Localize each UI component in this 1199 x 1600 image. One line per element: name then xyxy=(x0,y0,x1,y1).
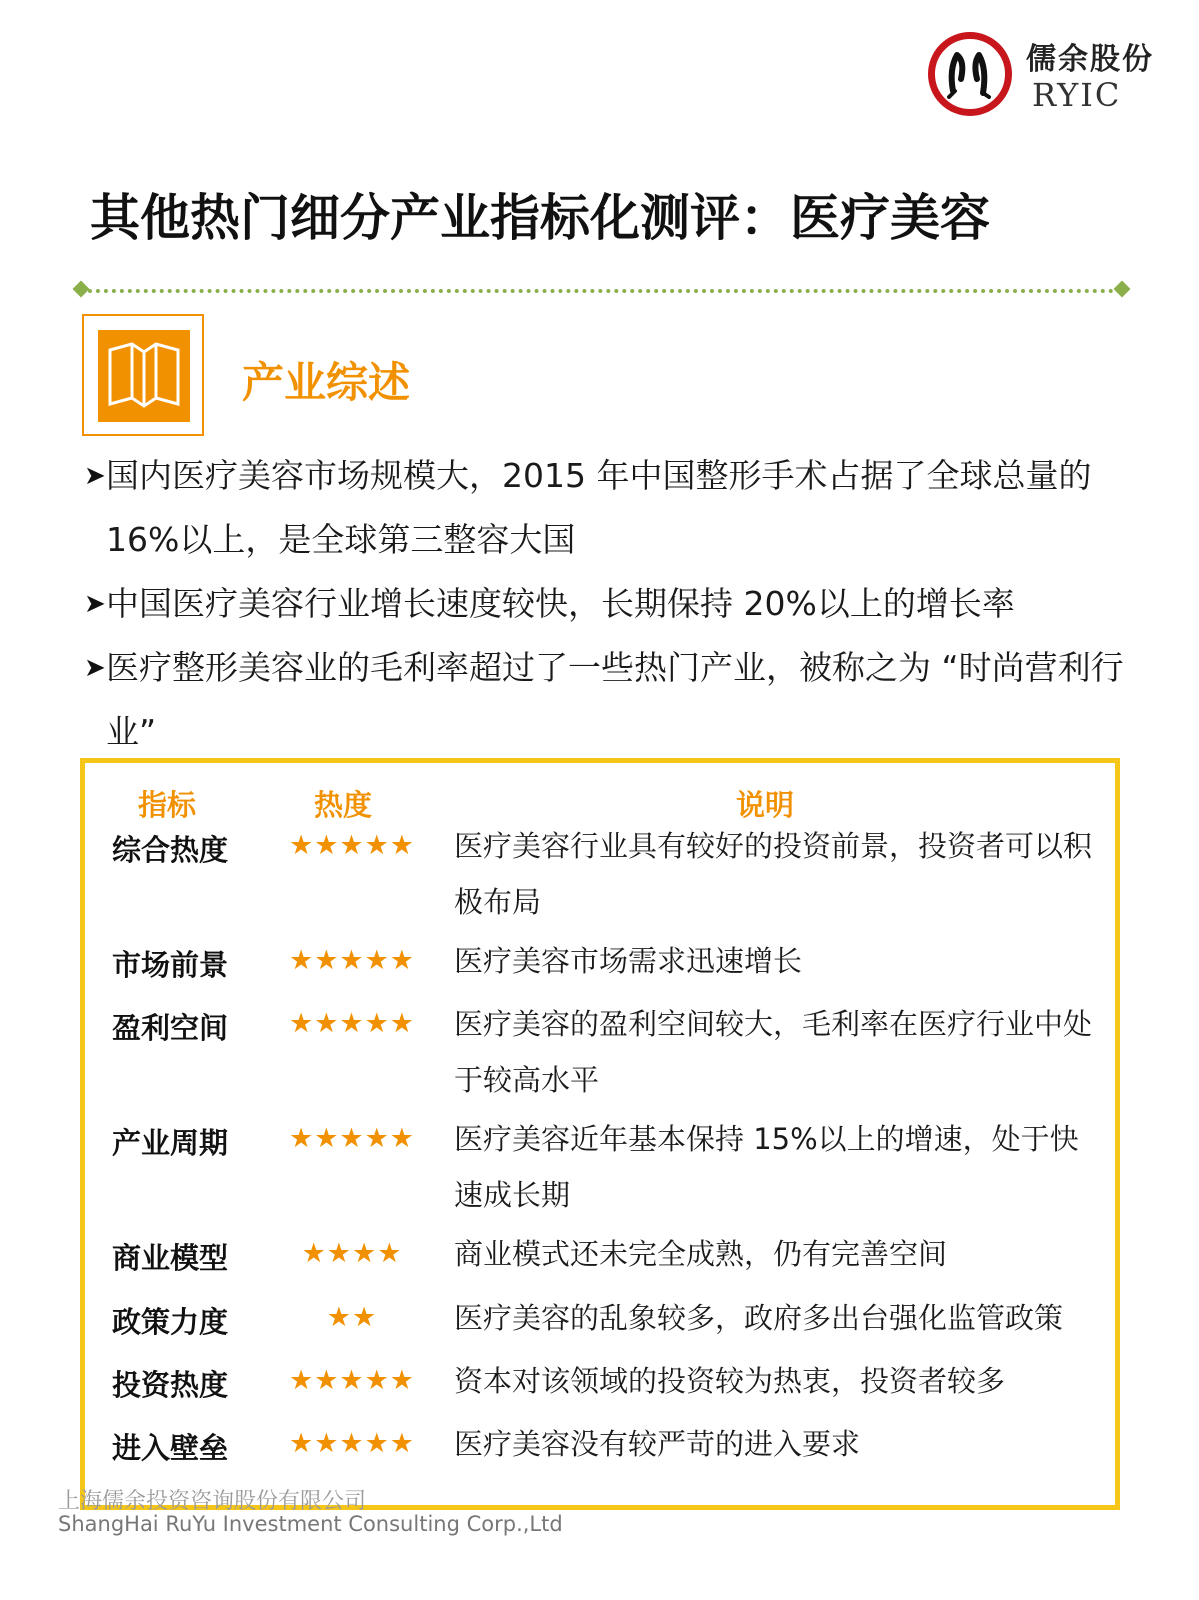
row-description: 医疗美容的盈利空间较大，毛利率在医疗行业中处于较高水平 xyxy=(454,1007,1093,1097)
rating-stars: ★★★★★ xyxy=(288,1428,416,1459)
divider-left-diamond-icon xyxy=(73,281,90,298)
arrow-bullet-icon: ➤ xyxy=(84,461,106,491)
row-indicator: 商业模型 xyxy=(112,1241,229,1275)
rating-stars: ★★★★★ xyxy=(288,830,416,861)
divider-right-diamond-icon xyxy=(1114,281,1131,298)
header-indicator: 指标 xyxy=(138,788,197,822)
list-item: ➤ 医疗整形美容业的毛利率超过了一些热门产业，被称之为 “时尚营利行业” xyxy=(84,636,1124,764)
row-description: 资本对该领域的投资较为热衷，投资者较多 xyxy=(454,1364,1006,1398)
header-description: 说明 xyxy=(736,788,795,822)
company-logo xyxy=(928,28,1168,128)
page-title: 其他热门细分产业指标化测评：医疗美容 xyxy=(90,189,990,247)
row-indicator: 进入壁垒 xyxy=(112,1431,229,1465)
arrow-bullet-icon: ➤ xyxy=(84,589,106,619)
rating-stars: ★★★★ xyxy=(301,1238,403,1269)
footer-company-cn: 上海儒余投资咨询股份有限公司 xyxy=(58,1489,367,1514)
list-item: ➤ 中国医疗美容行业增长速度较快，长期保持 20%以上的增长率 xyxy=(84,572,1124,636)
row-description: 医疗美容市场需求迅速增长 xyxy=(454,944,803,978)
row-description: 商业模式还未完全成熟，仍有完善空间 xyxy=(454,1237,948,1271)
row-indicator: 盈利空间 xyxy=(112,1011,229,1045)
book-icon xyxy=(98,330,190,422)
rating-stars: ★★★★★ xyxy=(288,945,416,976)
rating-stars: ★★★★★ xyxy=(288,1365,416,1396)
row-description: 医疗美容行业具有较好的投资前景，投资者可以积极布局 xyxy=(454,829,1093,919)
rating-stars: ★★ xyxy=(326,1302,378,1333)
dotted-divider xyxy=(80,289,1122,293)
ryic-logo-icon xyxy=(928,32,1012,116)
bullet-list xyxy=(84,444,1124,764)
rating-stars: ★★★★★ xyxy=(288,1123,416,1154)
row-description: 医疗美容的乱象较多，政府多出台强化监管政策 xyxy=(454,1301,1064,1335)
row-description: 医疗美容近年基本保持 15%以上的增速，处于快速成长期 xyxy=(454,1122,1079,1212)
row-indicator: 综合热度 xyxy=(112,833,229,867)
footer-company-en: ShangHai RuYu Investment Consulting Corp.,Ltd xyxy=(58,1512,563,1536)
rating-stars: ★★★★★ xyxy=(288,1008,416,1039)
row-indicator: 投资热度 xyxy=(112,1368,229,1402)
row-indicator: 产业周期 xyxy=(112,1126,229,1160)
row-description: 医疗美容没有较严苛的进入要求 xyxy=(454,1427,861,1461)
row-indicator: 政策力度 xyxy=(112,1305,229,1339)
logo-brand-cn: 儒余股份 xyxy=(1026,42,1154,77)
logo-brand-en: RYIC xyxy=(1032,76,1122,114)
row-indicator: 市场前景 xyxy=(112,948,229,982)
section-title: 产业综述 xyxy=(242,358,411,407)
list-item: ➤ 国内医疗美容市场规模大，2015 年中国整形手术占据了全球总量的16%以上，是全球第三整容大国 xyxy=(84,444,1124,572)
arrow-bullet-icon: ➤ xyxy=(84,653,106,683)
header-heat: 热度 xyxy=(314,788,373,822)
